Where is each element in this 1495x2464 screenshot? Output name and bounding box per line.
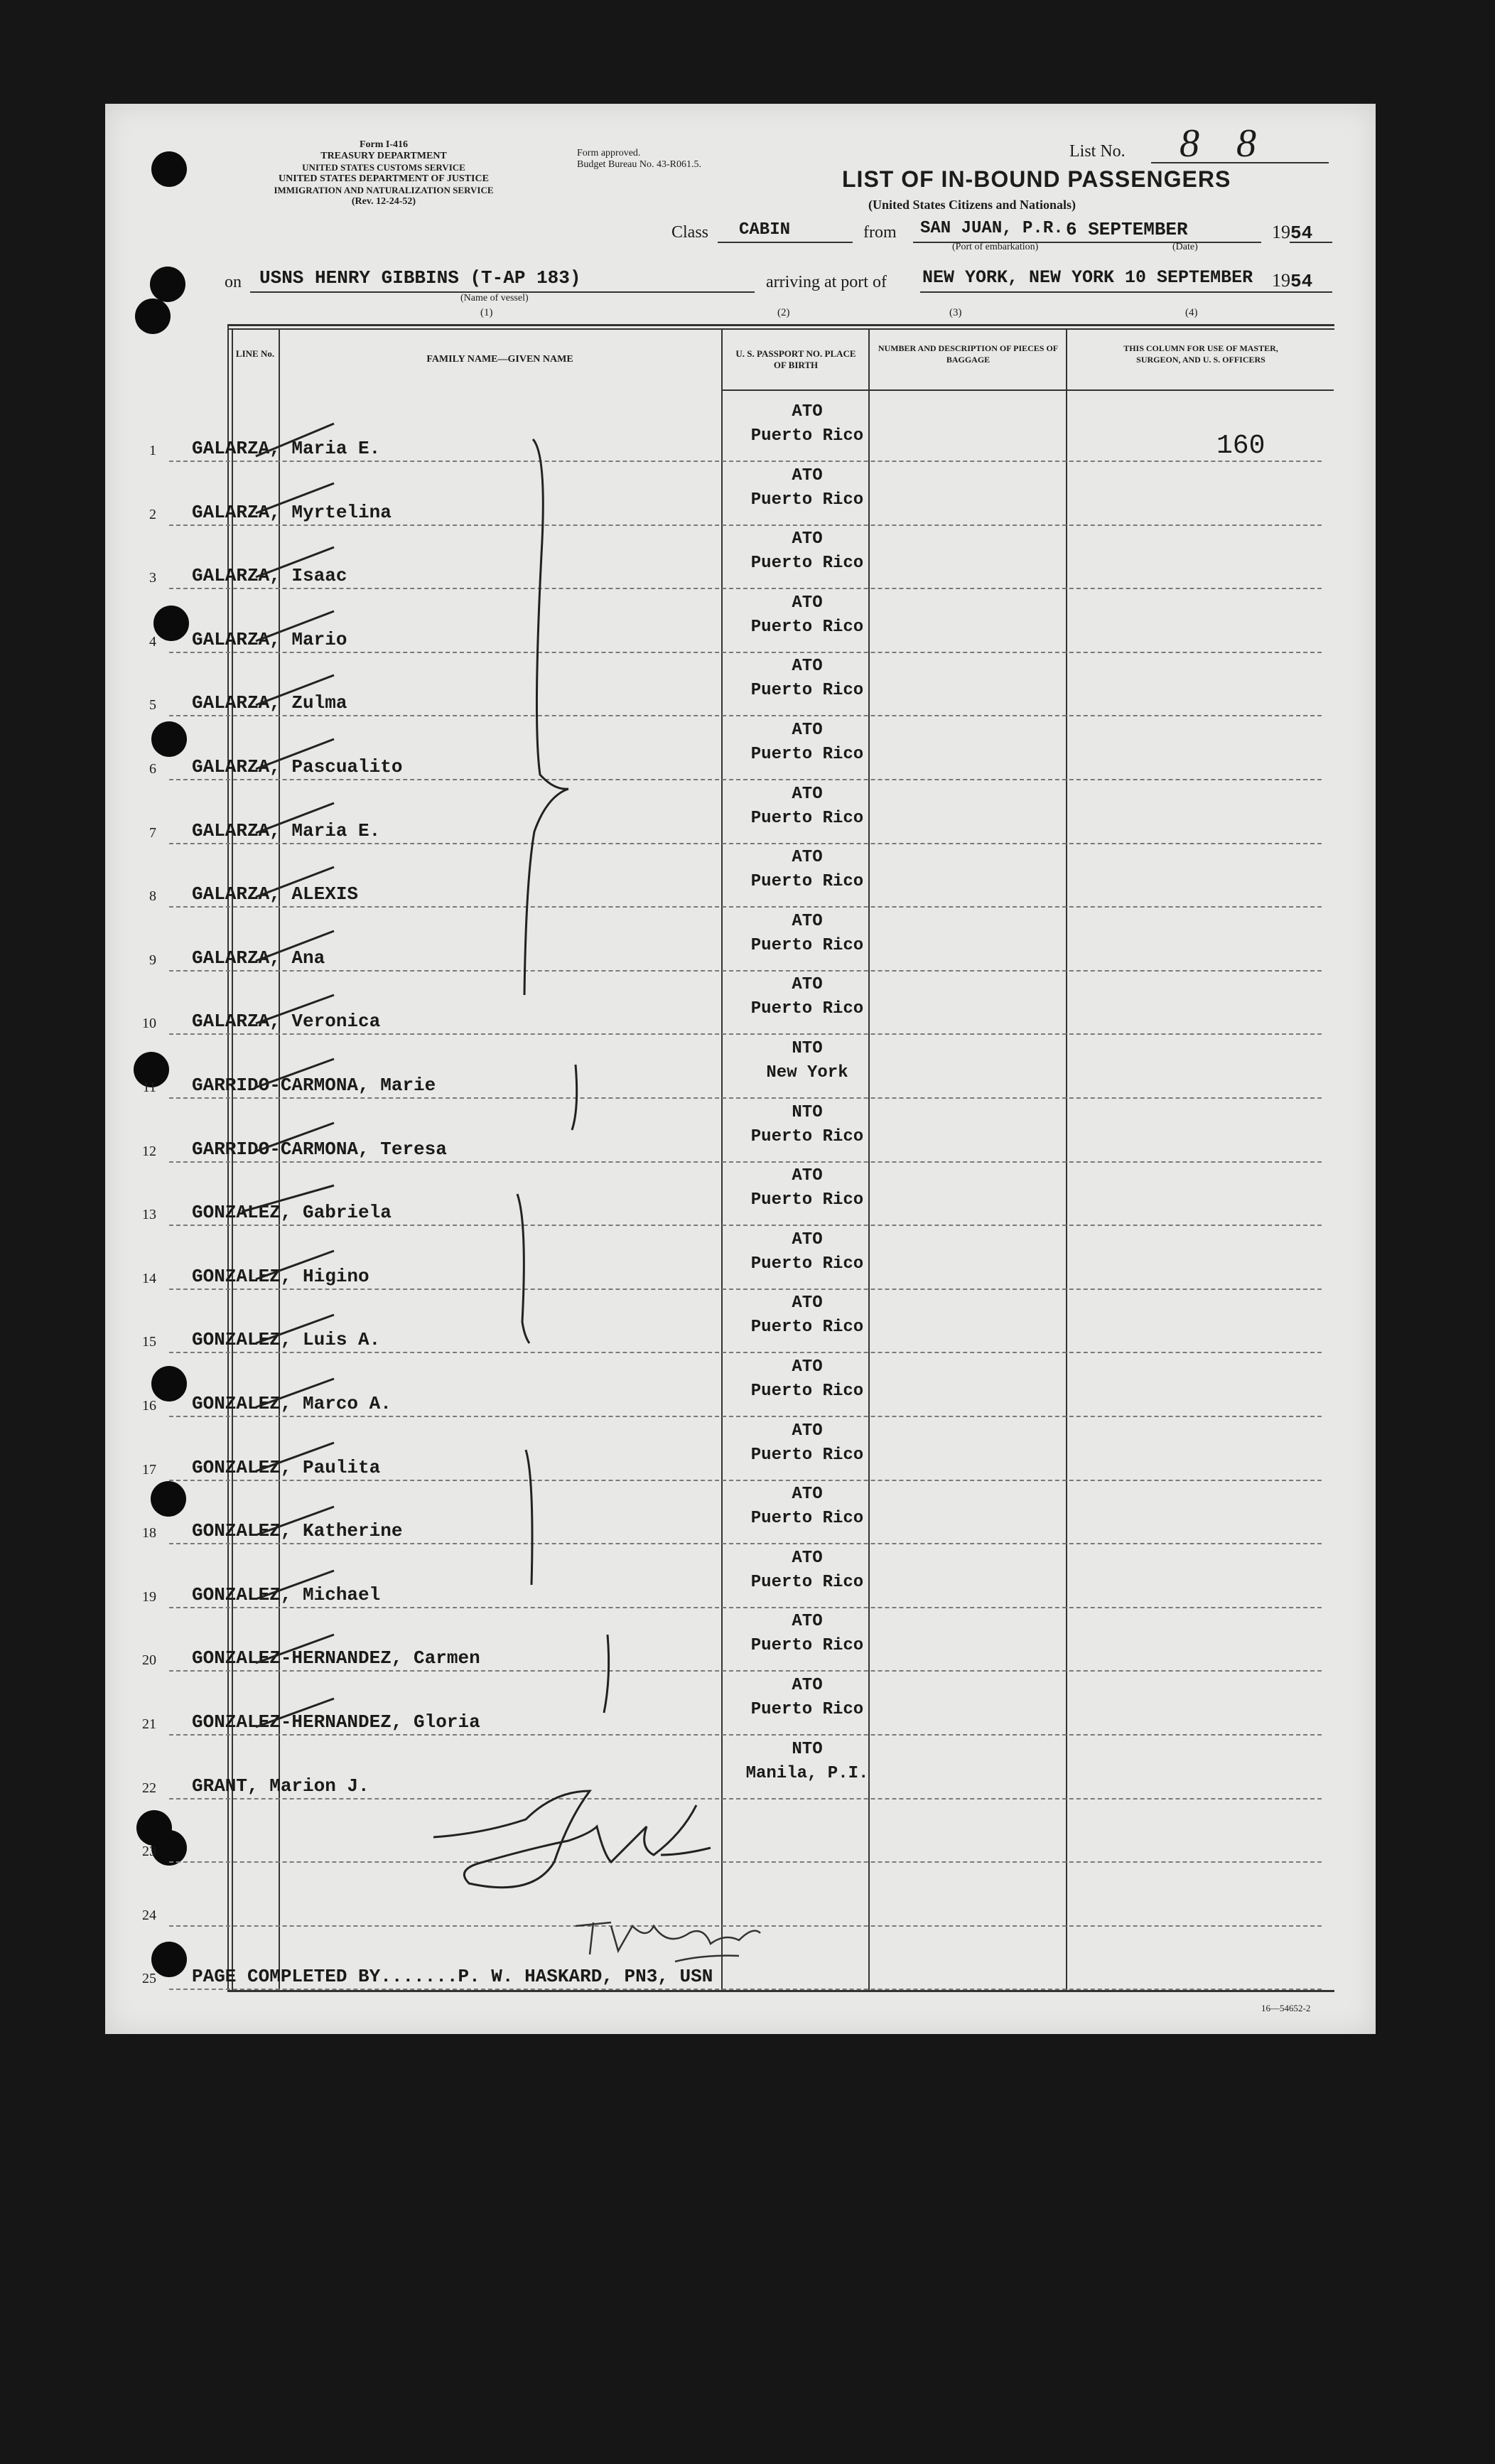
passport-code: ATO (792, 1421, 823, 1441)
treasury-department: TREASURY DEPARTMENT (320, 151, 447, 161)
line-number: 20 (142, 1652, 156, 1669)
passenger-name: GALARZA, Ana (192, 947, 325, 969)
from-label: from (863, 223, 897, 242)
place-of-birth: Puerto Rico (750, 1700, 864, 1719)
place-of-birth: Puerto Rico (750, 490, 864, 510)
line-number: 14 (142, 1270, 156, 1286)
list-number-value-repeat: 8 (1236, 122, 1256, 166)
passport-code: ATO (792, 848, 823, 868)
line-number: 3 (149, 570, 156, 586)
passenger-name: GALARZA, Isaac (192, 565, 347, 587)
place-of-birth: Puerto Rico (750, 1126, 864, 1146)
passenger-name: GALARZA, Zulma (192, 692, 347, 714)
vessel-caption: (Name of vessel) (460, 293, 529, 303)
column-3-number: (3) (949, 307, 962, 318)
column-header-line-no: LINE No. (235, 348, 275, 359)
line-number: 13 (142, 1207, 156, 1223)
line-number: 18 (142, 1525, 156, 1542)
place-of-birth: Puerto Rico (750, 1636, 864, 1656)
passport-code: ATO (792, 1676, 823, 1695)
column-2-number: (2) (777, 307, 790, 318)
passenger-name: GONZALEZ, Luis A. (192, 1329, 381, 1351)
passport-code: ATO (792, 1230, 823, 1249)
place-of-birth: Puerto Rico (750, 554, 864, 574)
passenger-name: GONZALEZ, Marco A. (192, 1393, 392, 1414)
signature-scrawl (426, 1777, 725, 1905)
passport-code: NTO (792, 1739, 823, 1759)
line-number: 7 (149, 824, 156, 841)
passport-code: ATO (792, 1166, 823, 1186)
passenger-name: GALARZA, Mario (192, 628, 347, 650)
year-prefix: 19 (1272, 222, 1290, 242)
place-of-birth: Puerto Rico (750, 935, 864, 955)
place-of-birth: Puerto Rico (750, 872, 864, 892)
date-caption: (Date) (1172, 242, 1198, 252)
year-suffix: 54 (1290, 222, 1313, 244)
column-4-number: (4) (1185, 307, 1198, 318)
arrival-year-suffix: 54 (1290, 271, 1313, 292)
place-of-birth: Manila, P.I. (745, 1763, 869, 1783)
haskard-signature (568, 1912, 775, 1969)
column-header-officers: THIS COLUMN FOR USE OF MASTER, SURGEON, AND U. S. OFFICERS (1123, 343, 1278, 365)
customs-service: UNITED STATES CUSTOMS SERVICE (302, 162, 465, 173)
line-number: 23 (142, 1844, 156, 1860)
place-of-birth: Puerto Rico (750, 1572, 864, 1592)
line-number: 12 (142, 1143, 156, 1159)
place-of-birth: New York (766, 1063, 848, 1082)
passport-code: NTO (792, 1102, 823, 1122)
passenger-name: GALARZA, Myrtelina (192, 501, 392, 523)
passenger-name: GALARZA, ALEXIS (192, 883, 359, 905)
passport-code: ATO (792, 975, 823, 995)
line-number: 5 (149, 697, 156, 714)
passenger-name: GALARZA, Pascualito (192, 756, 403, 778)
line-number: 1 (149, 443, 156, 458)
place-of-birth: Puerto Rico (750, 999, 864, 1019)
passenger-name: GONZALEZ, Katherine (192, 1520, 403, 1542)
place-of-birth: Puerto Rico (750, 426, 864, 446)
passport-code: ATO (792, 402, 823, 421)
line-number: 6 (149, 761, 156, 777)
port-of-embarkation: SAN JUAN, P.R. (920, 219, 1064, 238)
vessel-name: USNS HENRY GIBBINS (T-AP 183) (259, 267, 581, 289)
passenger-name: GARRIDO-CARMONA, Marie (192, 1075, 436, 1096)
passport-code: ATO (792, 1548, 823, 1568)
line-number: 9 (149, 952, 156, 968)
passport-code: ATO (792, 1612, 823, 1632)
list-number-value: 8 (1180, 122, 1199, 166)
passenger-name: GALARZA, Maria E. (192, 819, 381, 841)
line-number: 22 (142, 1780, 156, 1796)
line-number: 21 (142, 1716, 156, 1732)
line-number: 10 (142, 1016, 156, 1032)
passport-code: ATO (792, 1357, 823, 1377)
arrival-year-prefix: 19 (1272, 270, 1290, 291)
form-footer-code: 16—54652-2 (1261, 2003, 1311, 2013)
column-header-passport: U. S. PASSPORT NO. PLACE OF BIRTH (735, 348, 856, 370)
place-of-birth: Puerto Rico (750, 1509, 864, 1529)
list-number-label: List No. (1069, 142, 1126, 161)
justice-department: UNITED STATES DEPARTMENT OF JUSTICE (279, 173, 489, 184)
line-number: 25 (142, 1971, 156, 1987)
line-number: 24 (142, 1907, 156, 1923)
line-number: 4 (149, 633, 156, 650)
class-value: CABIN (739, 220, 791, 240)
passenger-name: GRANT, Marion J. (192, 1775, 369, 1797)
passenger-name: GALARZA, Veronica (192, 1011, 381, 1033)
place-of-birth: Puerto Rico (750, 808, 864, 828)
passenger-name: GONZALEZ, Gabriela (192, 1202, 392, 1224)
place-of-birth: Puerto Rico (750, 1190, 864, 1210)
passenger-name: GONZALEZ-HERNANDEZ, Gloria (192, 1711, 480, 1733)
line-number: 19 (142, 1588, 156, 1605)
page-subtitle: (United States Citizens and Nationals) (868, 198, 1076, 212)
passport-code: ATO (792, 1485, 823, 1505)
passenger-name: GONZALEZ, Higino (192, 1265, 369, 1287)
page-title: LIST OF IN-BOUND PASSENGERS (842, 166, 1231, 192)
passport-code: ATO (792, 593, 823, 613)
line-number: 15 (142, 1334, 156, 1350)
place-of-birth: Puerto Rico (750, 745, 864, 764)
passenger-name: GARRIDO-CARMONA, Teresa (192, 1138, 447, 1160)
passenger-name: GONZALEZ-HERNANDEZ, Carmen (192, 1647, 480, 1669)
passport-code: ATO (792, 784, 823, 804)
line-number: 8 (149, 888, 156, 905)
place-of-birth: Puerto Rico (750, 1254, 864, 1274)
column-header-name: FAMILY NAME—GIVEN NAME (426, 354, 573, 365)
place-of-birth: Puerto Rico (750, 617, 864, 637)
port-caption: (Port of embarkation) (952, 242, 1039, 252)
passenger-name: GONZALEZ, Michael (192, 1583, 381, 1605)
budget-number: Budget Bureau No. 43-R061.5. (577, 159, 701, 170)
place-of-birth: Puerto Rico (750, 681, 864, 701)
place-of-birth: Puerto Rico (750, 1382, 864, 1401)
immigration-service: IMMIGRATION AND NATURALIZATION SERVICE (274, 185, 494, 195)
passport-code: ATO (792, 721, 823, 740)
column-header-baggage: NUMBER AND DESCRIPTION OF PIECES OF BAGGAGE (878, 343, 1059, 365)
form-number: Form I-416 (359, 139, 409, 150)
passport-code: ATO (792, 911, 823, 931)
arrival-port-date: NEW YORK, NEW YORK 10 SEPTEMBER (922, 267, 1253, 288)
line-number: 11 (142, 1080, 156, 1095)
passport-code: ATO (792, 1293, 823, 1313)
officer-note: 160 (1216, 431, 1265, 461)
place-of-birth: Puerto Rico (750, 1318, 864, 1338)
passport-code: ATO (792, 529, 823, 549)
passenger-name: GONZALEZ, Paulita (192, 1456, 381, 1478)
passenger-name: GALARZA, Maria E. (192, 438, 381, 459)
departure-date: 6 SEPTEMBER (1066, 219, 1188, 240)
passport-code: NTO (792, 1039, 823, 1058)
line-number: 2 (149, 506, 156, 522)
passenger-name: PAGE COMPLETED BY.......P. W. HASKARD, PN3, USN (192, 1966, 713, 1988)
line-number: 16 (142, 1398, 156, 1414)
approval-text: Form approved. (577, 148, 641, 158)
line-number: 17 (142, 1461, 156, 1478)
form-revision: (Rev. 12-24-52) (351, 196, 416, 207)
on-label: on (225, 273, 242, 291)
passport-code: ATO (792, 657, 823, 677)
passport-code: ATO (792, 466, 823, 485)
place-of-birth: Puerto Rico (750, 1445, 864, 1465)
column-1-number: (1) (480, 307, 493, 318)
class-label: Class (671, 223, 709, 242)
arriving-label: arriving at port of (766, 273, 887, 291)
